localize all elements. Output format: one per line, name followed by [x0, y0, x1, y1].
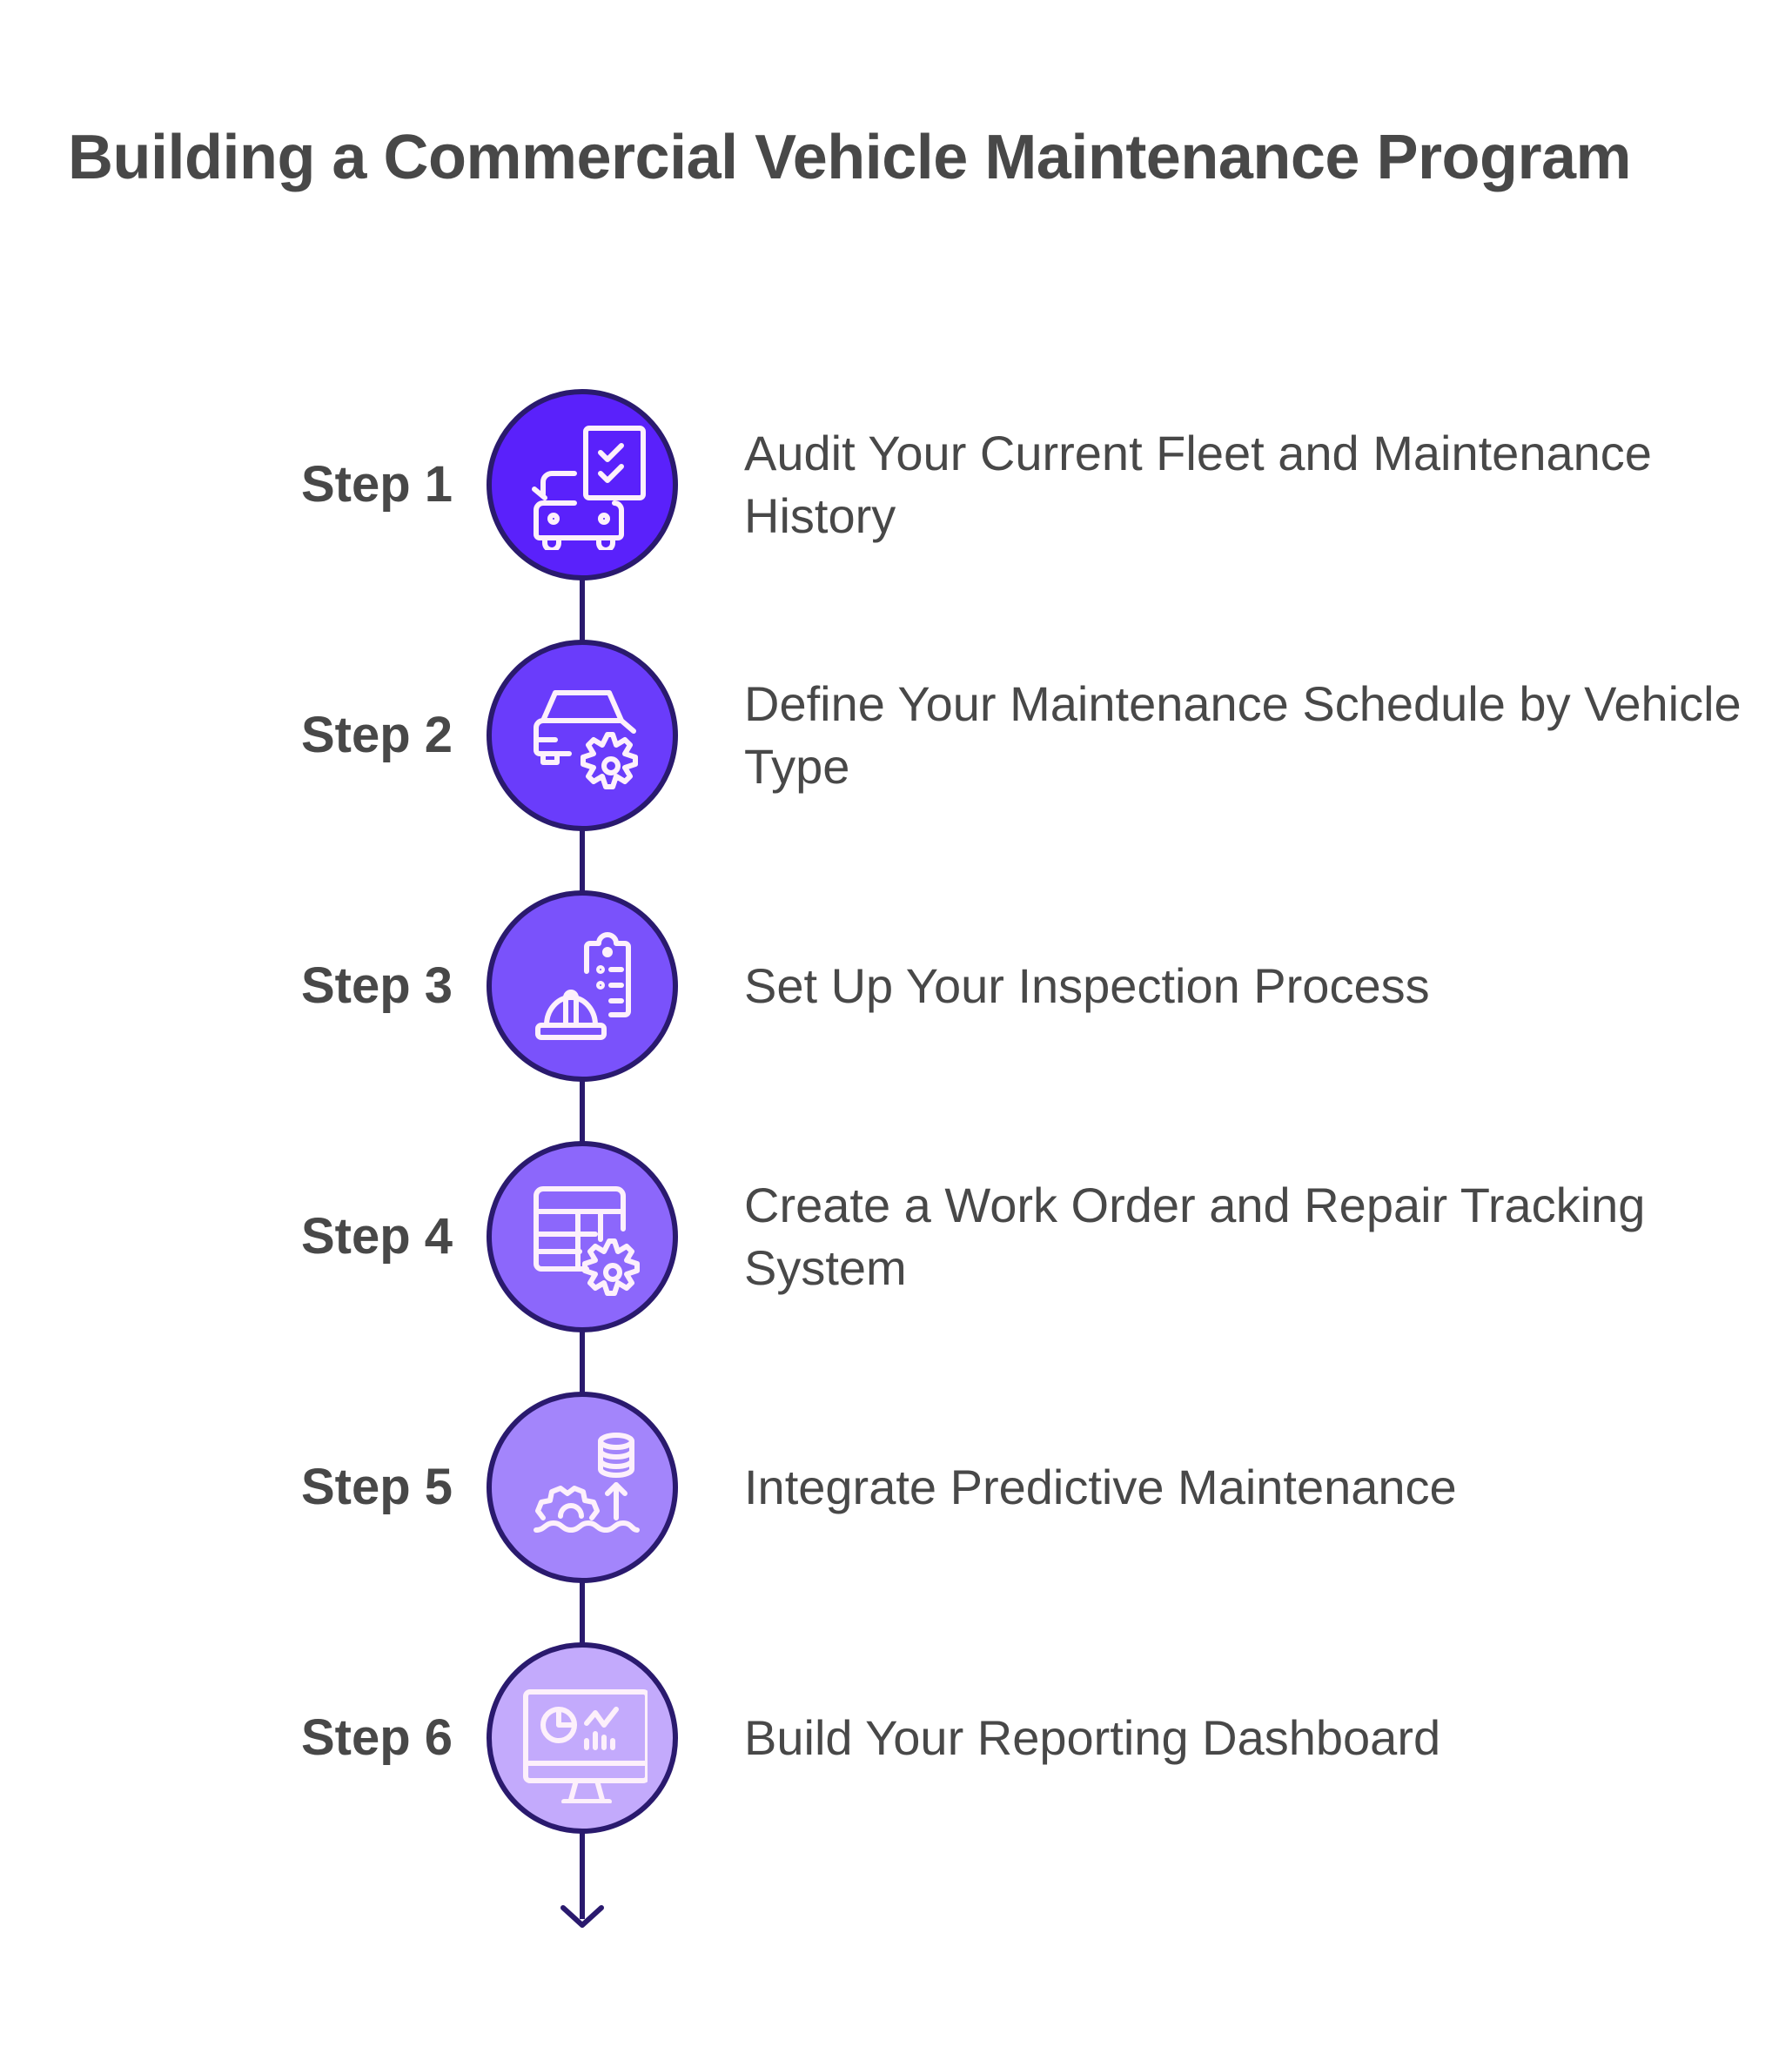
gear-database-arrow-icon: [517, 1422, 648, 1553]
step-description: Set Up Your Inspection Process: [744, 958, 1430, 1013]
step-circle: [487, 890, 678, 1082]
step-label: Step 4: [301, 1208, 453, 1265]
step-label: Step 2: [301, 707, 453, 763]
step-label: Step 6: [301, 1709, 453, 1766]
hardhat-clipboard-icon: [517, 921, 648, 1051]
step-6: [0, 1642, 1792, 1834]
arrow-down-icon: [560, 1887, 605, 1929]
step-description: Integrate Predictive Maintenance: [744, 1460, 1457, 1514]
step-description: Define Your Maintenance Schedule by Vehicle Type: [744, 676, 1742, 794]
step-label: Step 1: [301, 456, 453, 513]
step-5: [0, 1392, 1792, 1583]
step-circle: [487, 640, 678, 831]
car-checklist-icon: [517, 419, 648, 550]
diagram-title: Building a Commercial Vehicle Maintenance Program: [68, 123, 1632, 192]
step-circle: [487, 1141, 678, 1332]
step-3: [0, 890, 1792, 1082]
step-circle: [487, 1392, 678, 1583]
car-gear-icon: [517, 670, 648, 801]
monitor-dashboard-icon: [517, 1673, 648, 1803]
step-circle: [487, 1642, 678, 1834]
step-1: [0, 389, 1792, 581]
table-gear-icon: [517, 1171, 648, 1302]
step-circle: [487, 389, 678, 581]
step-4: [0, 1141, 1792, 1332]
step-label: Step 3: [301, 957, 453, 1014]
step-label: Step 5: [301, 1459, 453, 1515]
step-description: Audit Your Current Fleet and Maintenance History: [744, 426, 1652, 543]
step-description: Create a Work Order and Repair Tracking System: [744, 1178, 1646, 1295]
step-description: Build Your Reporting Dashboard: [744, 1710, 1441, 1765]
step-2: [0, 640, 1792, 831]
